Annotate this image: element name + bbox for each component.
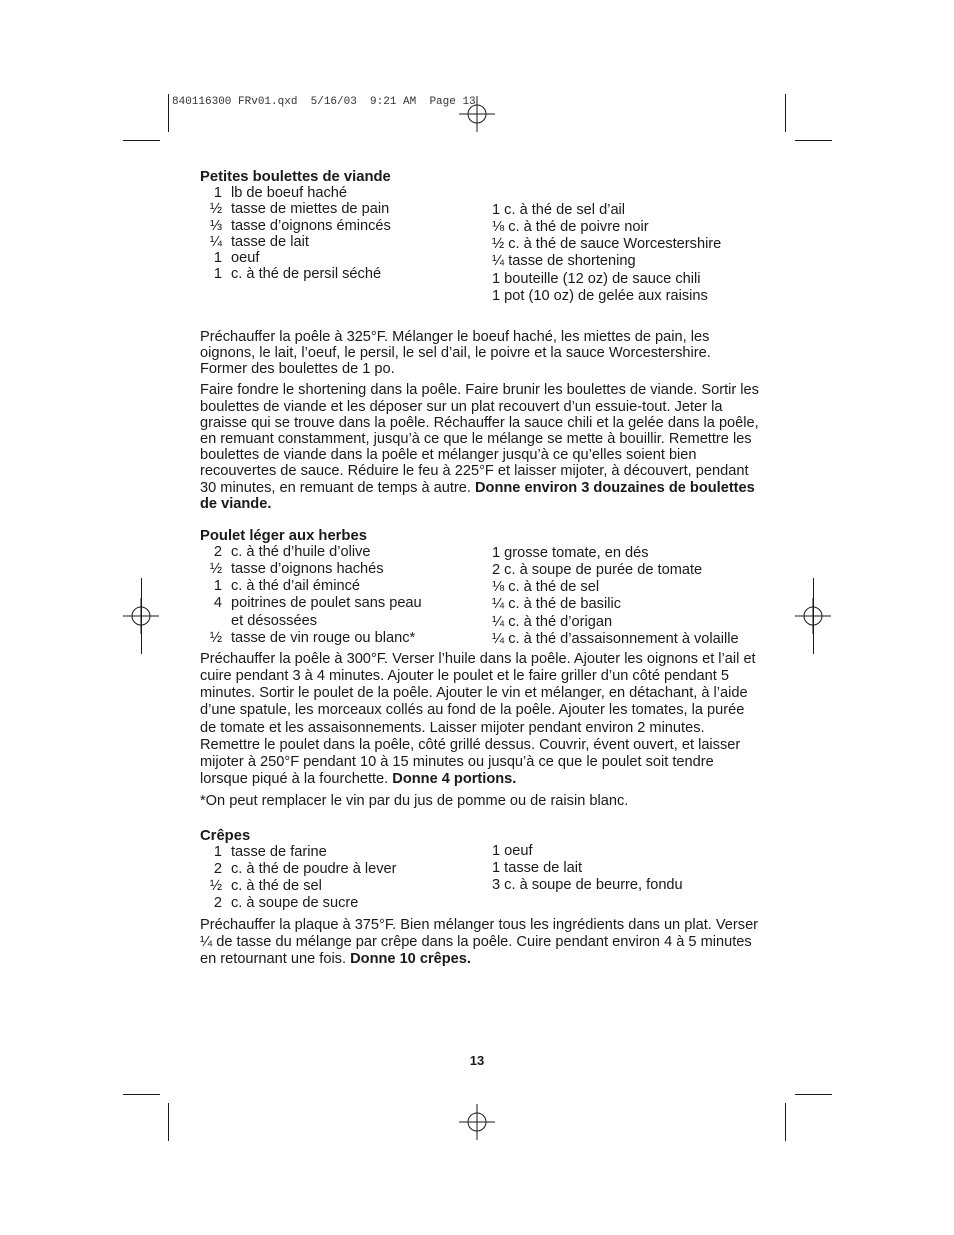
instructions-paragraph — [200, 382, 760, 512]
ingredient-item — [200, 878, 492, 895]
ingredient-column-left — [200, 844, 492, 912]
ingredient-text: tasse d’oignons émincés — [231, 217, 391, 234]
ingredient-qty: 4 — [213, 595, 222, 612]
ingredient-text: c. à thé d’huile d’olive — [231, 544, 371, 561]
ingredient-list — [200, 185, 760, 305]
instructions-paragraph — [200, 651, 760, 789]
crop-mark — [168, 1103, 169, 1141]
ingredient-list — [200, 544, 760, 648]
ingredient-qty: ½ — [209, 561, 222, 578]
ingredient-item — [200, 895, 492, 912]
ingredient-item: ¼ c. à thé d’origan — [492, 613, 613, 630]
crop-mark — [785, 94, 786, 132]
ingredient-text: tasse d’oignons hachés — [231, 561, 384, 578]
instructions-paragraph: Préchauffer la poêle à 325°F. Mélanger le boeuf haché, les miettes de pain, les oignons, le lait, l’oeuf, le persil, le sel d’ail, le poivre et la sauce Worcestershire. Former des boulettes de 1 po. — [200, 328, 711, 378]
recipe-herb-chicken — [200, 528, 760, 810]
page-number: 13 — [469, 1053, 485, 1068]
ingredient-text: tasse de miettes de pain — [231, 201, 390, 218]
recipe-title: Poulet léger aux herbes — [200, 528, 367, 544]
ingredient-qty: 1 — [213, 843, 222, 860]
ingredient-qty: 2 — [213, 544, 222, 561]
ingredient-column-right — [492, 843, 760, 912]
registration-mark-icon — [459, 1104, 495, 1140]
ingredient-text: c. à thé d’ail émincé — [231, 578, 360, 595]
ingredient-qty: 2 — [213, 895, 222, 912]
ingredient-qty: ½ — [209, 201, 222, 218]
instructions-text: Préchauffer la poêle à 300°F. Verser l’huile dans la poêle. Ajouter les oignons et l’ail et cuire pendant 3 à 4 minutes. Ajouter le poulet et le faire griller d’un côté pendant 5 minutes. Sortir le poulet de la poêle. Ajouter le vin et mélanger, en détachant, à l’aide d’une spatule, les morceaux collés au fond de la poêle. Ajouter les tomates, la purée de tomate et les assaisonnements. Laisser mijoter pendant environ 2 minutes. Remettre le poulet dans la poêle, côté grillé dessus. Couvrir, évent ouvert, et laisser mijoter à 250°F pendant 10 à 15 minutes ou jusqu’à ce que le poulet soit tendre lorsque piqué à la fourchette. — [200, 650, 756, 788]
ingredient-text: c. à thé de persil séché — [231, 266, 382, 283]
ingredient-text: tasse de lait — [231, 233, 309, 250]
ingredient-text: lb de boeuf haché — [231, 185, 348, 202]
ingredient-qty: 1 — [213, 250, 222, 267]
ingredient-qty: ½ — [209, 877, 222, 894]
ingredient-item — [200, 250, 492, 266]
ingredient-qty: ¼ — [209, 233, 222, 250]
ingredient-item — [200, 185, 492, 201]
crop-mark — [795, 140, 832, 141]
ingredient-item — [200, 201, 492, 217]
recipe-title: Petites boulettes de viande — [200, 169, 391, 185]
ingredient-text: et désossées — [231, 612, 317, 629]
recipe-meatballs — [200, 169, 760, 512]
ingredient-list — [200, 844, 760, 912]
ingredient-qty: ½ — [209, 629, 222, 646]
ingredient-text: c. à thé de sel — [231, 877, 322, 894]
ingredient-text: poitrines de poulet sans peau — [231, 595, 422, 612]
ingredient-qty: ⅓ — [209, 217, 222, 234]
ingredient-column-right — [492, 185, 760, 305]
recipe-note: *On peut remplacer le vin par du jus de pomme ou de raisin blanc. — [200, 793, 629, 810]
ingredient-qty: 1 — [213, 185, 222, 202]
ingredient-item: 1 c. à thé de sel d’ail — [492, 202, 626, 219]
ingredient-item — [200, 544, 492, 561]
ingredient-qty — [200, 613, 231, 630]
ingredient-item — [200, 861, 492, 878]
recipe-title: Crêpes — [200, 827, 251, 844]
ingredient-text: tasse de vin rouge ou blanc* — [231, 629, 416, 646]
ingredient-item: ⅛ c. à thé de sel — [492, 579, 600, 596]
recipe-content — [200, 169, 760, 973]
ingredient-item: 2 c. à soupe de purée de tomate — [492, 562, 703, 579]
ingredient-item — [200, 561, 492, 578]
ingredient-item — [200, 613, 492, 630]
ingredient-item — [200, 218, 492, 234]
instructions-text: Faire fondre le shortening dans la poêle. Faire brunir les boulettes de viande. Sortir les boulettes de viande et les déposer sur un plat recouvert d’un essuie-tout. Jeter la graisse qui se trouve dans la poêle. Réchauffer la sauce chili et la gelée dans la poêle, en remuant constamment, jusqu’à ce que le mélange se mette à bouillir. Remettre les boulettes de viande dans la poêle et mélanger jusqu’à ce qu’elles soient bien recouvertes de sauce. Réduire le feu à 225°F et laisser mijoter, à découvert, pendant 30 minutes, en remuant de temps à autre. — [200, 382, 759, 496]
ingredient-item — [200, 266, 492, 282]
ingredient-item: ¼ c. à thé d’assaisonnement à volaille — [492, 630, 739, 647]
ingredient-column-right — [492, 544, 760, 648]
ingredient-text: c. à thé de poudre à lever — [231, 860, 397, 877]
registration-mark-icon — [459, 96, 495, 132]
crop-mark — [813, 578, 814, 654]
ingredient-qty: 2 — [213, 860, 222, 877]
instructions-text: Préchauffer la plaque à 375°F. Bien mélanger tous les ingrédients dans un plat. Verser ¼ de tasse du mélange par crêpe dans la poêle. Cuire pendant environ 4 à 5 minutes en retournant une fois. — [200, 917, 759, 968]
ingredient-item: ¼ tasse de shortening — [492, 253, 636, 270]
ingredient-item — [200, 578, 492, 595]
crop-mark — [168, 94, 169, 132]
recipe-yield: Donne environ 3 douzaines de boulettes de viande. — [200, 479, 755, 512]
ingredient-item: 1 grosse tomate, en dés — [492, 545, 649, 562]
ingredient-item: 1 tasse de lait — [492, 859, 583, 876]
ingredient-item: 1 bouteille (12 oz) de sauce chili — [492, 270, 701, 287]
ingredient-text: tasse de farine — [231, 843, 327, 860]
ingredient-qty: 1 — [213, 578, 222, 595]
instructions-paragraph — [200, 917, 760, 968]
ingredient-text: oeuf — [231, 250, 260, 267]
crop-mark — [785, 1103, 786, 1141]
ingredient-item — [200, 234, 492, 250]
recipe-crepes — [200, 828, 760, 969]
ingredient-text: c. à soupe de sucre — [231, 895, 359, 912]
crop-mark — [141, 578, 142, 654]
ingredient-item — [200, 595, 492, 612]
recipe-yield: Donne 10 crêpes. — [350, 951, 471, 968]
ingredient-item: ¼ c. à thé de basilic — [492, 596, 621, 613]
ingredient-item — [200, 630, 492, 647]
ingredient-item: 3 c. à soupe de beurre, fondu — [492, 876, 683, 893]
ingredient-item: 1 pot (10 oz) de gelée aux raisins — [492, 287, 708, 304]
ingredient-item — [200, 844, 492, 861]
ingredient-item: ½ c. à thé de sauce Worcestershire — [492, 236, 722, 253]
ingredient-qty: 1 — [213, 266, 222, 283]
printer-slug: 840116300 FRv01.qxd 5/16/03 9:21 AM Page 13 — [172, 96, 476, 108]
crop-mark — [795, 1094, 832, 1095]
ingredient-column-left — [200, 185, 492, 305]
recipe-yield: Donne 4 portions. — [392, 771, 517, 788]
ingredient-column-left — [200, 544, 492, 648]
ingredient-item: ⅛ c. à thé de poivre noir — [492, 219, 649, 236]
crop-mark — [123, 1094, 160, 1095]
ingredient-item: 1 oeuf — [492, 842, 533, 859]
crop-mark — [123, 140, 160, 141]
